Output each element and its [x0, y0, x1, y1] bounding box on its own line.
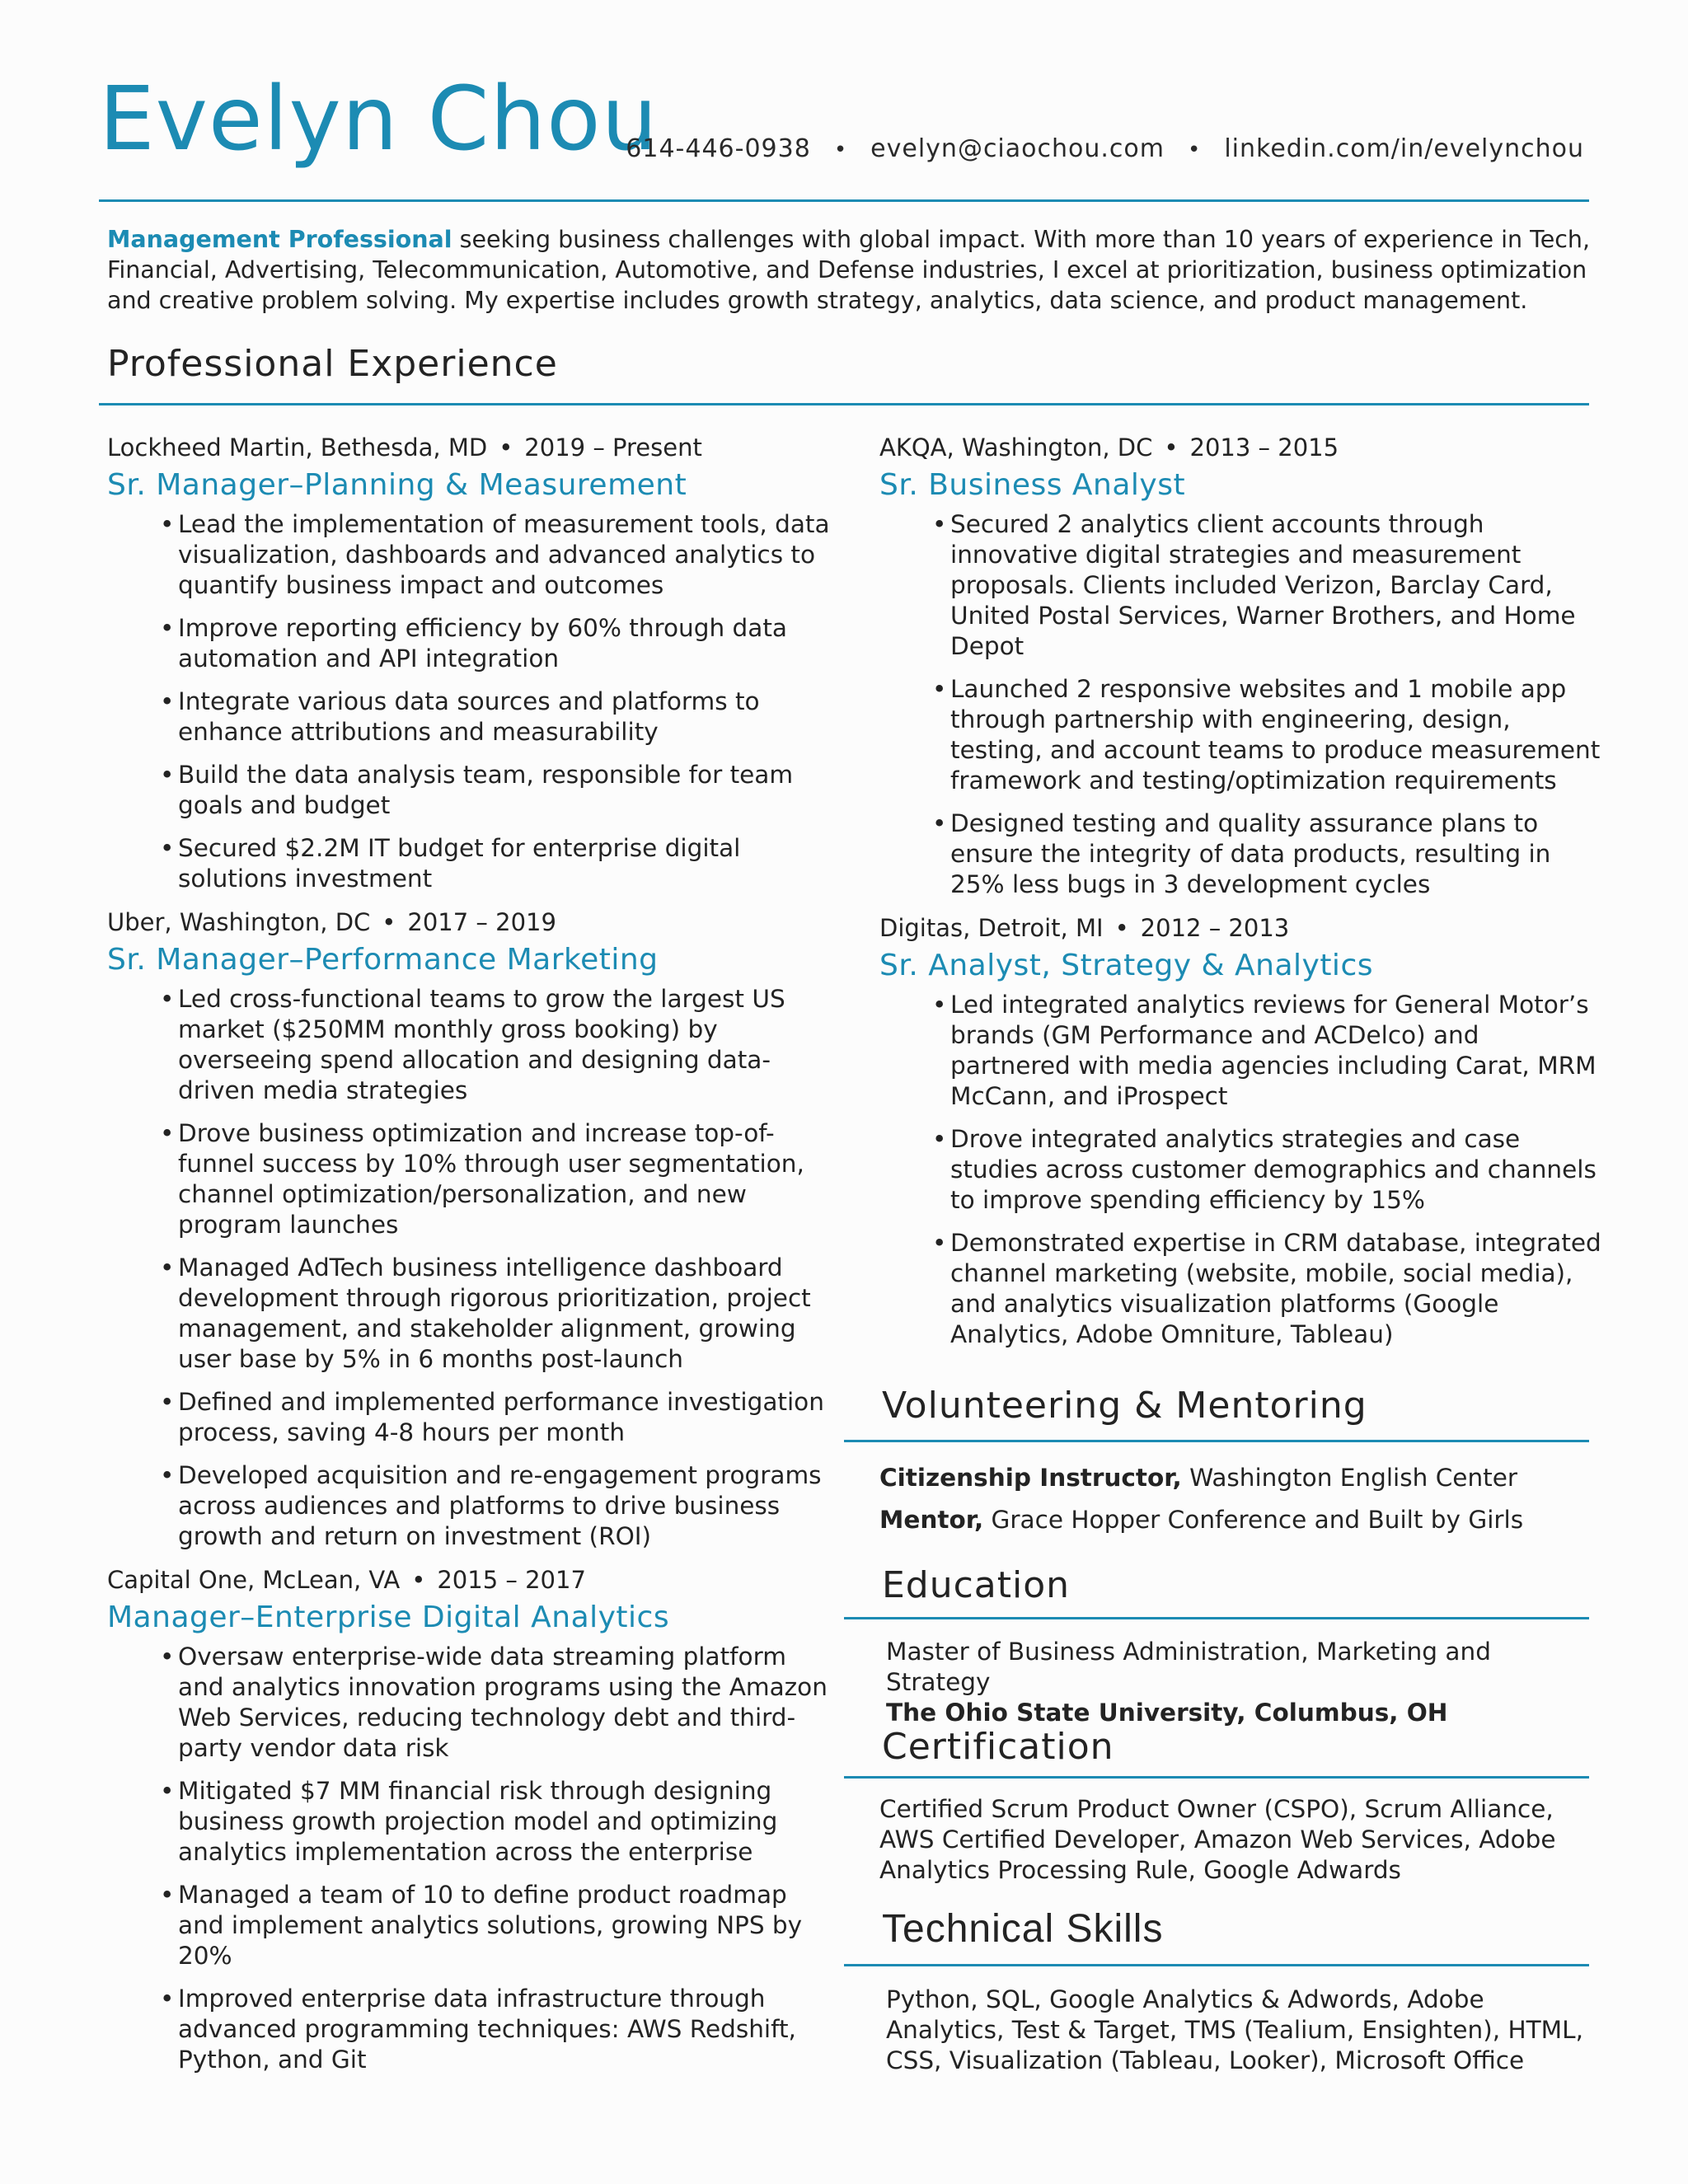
education-divider	[844, 1617, 1589, 1619]
job-bullet: • Designed testing and quality assurance plans to ensure the integrity of data products, resulting in 25% less bugs in 3 development cycles	[879, 808, 1605, 900]
candidate-name: Evelyn Chou	[99, 68, 659, 171]
job-bullet: • Drove business optimization and increase top-of-funnel success by 10% through user segmentation, channel optimization/personalization, and new program launches	[107, 1118, 832, 1240]
job-company-line	[879, 432, 1605, 463]
volunteering-divider	[844, 1440, 1589, 1442]
job-entry	[107, 432, 832, 894]
separator-dot: •	[1114, 914, 1129, 942]
job-bullet: • Improved enterprise data infrastructure through advanced programming techniques: AWS Redshift, Python, and Git	[107, 1984, 832, 2075]
job-bullet: • Improve reporting efficiency by 60% through data automation and API integration	[107, 613, 832, 674]
job-company: Uber, Washington, DC	[107, 908, 371, 936]
job-dates: 2017 – 2019	[407, 908, 556, 936]
job-bullet: • Integrate various data sources and platforms to enhance attributions and measurability	[107, 687, 832, 748]
section-title-education: Education	[882, 1564, 1071, 1606]
job-dates: 2012 – 2013	[1140, 914, 1290, 942]
job-bullet: • Secured $2.2M IT budget for enterprise digital solutions investment	[107, 833, 832, 894]
summary-lead: Management Professional	[107, 226, 452, 253]
job-bullet: • Developed acquisition and re-engagement programs across audiences and platforms to drive business growth and return on investment (ROI)	[107, 1460, 832, 1552]
job-bullet: • Managed AdTech business intelligence dashboard development through rigorous prioritization, project management, and stakeholder alignment, growing user base by 5% in 6 months post-launch	[107, 1253, 832, 1375]
job-bullets	[879, 509, 1605, 900]
job-bullets	[107, 984, 832, 1552]
job-bullet: • Build the data analysis team, responsible for team goals and budget	[107, 760, 832, 821]
separator-dot: •	[833, 138, 848, 162]
job-dates: 2013 – 2015	[1189, 434, 1339, 462]
job-title: Sr. Manager–Planning & Measurement	[107, 468, 687, 502]
section-title-certification: Certification	[882, 1726, 1114, 1768]
job-entry	[879, 432, 1605, 900]
job-company-line	[879, 912, 1605, 944]
summary-text: seeking business challenges with global impact. With more than 10 years of experience in Tech, Financial, Advertising, Telecommunication, Automotive, and Defense industries, I excel at prioritization, business optimization and creative problem solving. My expertise includes growth strategy, analytics, data science, and product management.	[107, 226, 1591, 314]
job-company: AKQA, Washington, DC	[879, 434, 1153, 462]
linkedin-link[interactable]: linkedin.com/in/evelynchou	[1224, 134, 1584, 163]
email-link[interactable]: evelyn@ciaochou.com	[870, 134, 1165, 163]
job-dates: 2015 – 2017	[437, 1566, 586, 1594]
job-company: Capital One, McLean, VA	[107, 1566, 401, 1594]
job-bullet: • Managed a team of 10 to define product roadmap and implement analytics solutions, growing NPS by 20%	[107, 1880, 832, 1971]
job-bullet: • Launched 2 responsive websites and 1 mobile app through partnership with engineering, design, testing, and account teams to produce measurement framework and testing/optimization requirements	[879, 674, 1605, 796]
job-entry	[879, 912, 1605, 1350]
job-bullet: • Demonstrated expertise in CRM database, integrated channel marketing (website, mobile, social media), and analytics visualization platforms (Google Analytics, Adobe Omniture, Tableau)	[879, 1228, 1605, 1350]
skills-divider	[844, 1964, 1589, 1966]
experience-left-column	[107, 432, 832, 2088]
separator-dot: •	[1164, 434, 1179, 462]
section-title-skills: Technical Skills	[882, 1907, 1164, 1951]
job-title: Sr. Business Analyst	[879, 468, 1186, 502]
volunteering-list	[879, 1463, 1588, 1547]
volunteer-item: Mentor, Grace Hopper Conference and Built by Girls	[879, 1506, 1524, 1534]
school: The Ohio State University, Columbus, OH	[886, 1699, 1448, 1727]
job-title: Manager–Enterprise Digital Analytics	[107, 1601, 670, 1634]
job-company: Digitas, Detroit, MI	[879, 914, 1104, 942]
job-bullet: • Mitigated $7 MM financial risk through designing business growth projection model and optimizing analytics implementation across the enterprise	[107, 1776, 832, 1868]
job-bullet: • Defined and implemented performance investigation process, saving 4-8 hours per month	[107, 1387, 832, 1448]
separator-dot: •	[382, 908, 396, 936]
experience-right-column	[879, 432, 1605, 1362]
separator-dot: •	[1188, 138, 1202, 162]
skills-text: Python, SQL, Google Analytics & Adwords, Adobe Analytics, Test & Target, TMS (Tealium, Ensighten), HTML, CSS, Visualization (Tableau, Looker), Microsoft Office	[886, 1985, 1583, 2074]
job-company-line	[107, 432, 832, 463]
job-title: Sr. Analyst, Strategy & Analytics	[879, 949, 1373, 982]
header-divider	[99, 199, 1589, 202]
job-bullet: • Oversaw enterprise-wide data streaming platform and analytics innovation programs using the Amazon Web Services, reducing technology debt and third-party vendor data risk	[107, 1642, 832, 1764]
phone: 614-446-0938	[626, 134, 811, 163]
job-company: Lockheed Martin, Bethesda, MD	[107, 434, 488, 462]
job-bullet: • Secured 2 analytics client accounts through innovative digital strategies and measurement proposals. Clients included Verizon, Barclay Card, United Postal Services, Warner Brothers, and Home Depot	[879, 509, 1605, 662]
education-details	[886, 1637, 1595, 1728]
degree: Master of Business Administration, Marketing and Strategy	[886, 1638, 1491, 1696]
job-bullets	[107, 509, 832, 894]
job-company-line	[107, 907, 832, 938]
separator-dot: •	[411, 1566, 426, 1594]
job-dates: 2019 – Present	[524, 434, 702, 462]
certification-text: Certified Scrum Product Owner (CSPO), Scrum Alliance, AWS Certified Developer, Amazon Web Services, Adobe Analytics Processing Rule, Google Adwards	[879, 1795, 1556, 1884]
job-company-line	[107, 1564, 832, 1596]
job-entry	[107, 1564, 832, 2075]
experience-divider	[99, 403, 1589, 405]
volunteer-item: Citizenship Instructor, Washington English Center	[879, 1464, 1517, 1492]
job-bullet: • Lead the implementation of measurement tools, data visualization, dashboards and advanced analytics to quantify business impact and outcomes	[107, 509, 832, 601]
job-bullets	[879, 990, 1605, 1350]
job-bullet: • Drove integrated analytics strategies and case studies across customer demographics and channels to improve spending efficiency by 15%	[879, 1124, 1605, 1216]
job-bullet: • Led integrated analytics reviews for General Motor’s brands (GM Performance and ACDelco) and partnered with media agencies including Carat, MRM McCann, and iProspect	[879, 990, 1605, 1112]
job-entry	[107, 907, 832, 1552]
certification-divider	[844, 1776, 1589, 1779]
job-bullets	[107, 1642, 832, 2075]
job-bullet: • Led cross-functional teams to grow the largest US market ($250MM monthly gross booking) by overseeing spend allocation and designing data-driven media strategies	[107, 984, 832, 1106]
section-title-experience: Professional Experience	[107, 343, 558, 385]
summary	[107, 224, 1591, 316]
section-title-volunteering: Volunteering & Mentoring	[882, 1385, 1367, 1427]
separator-dot: •	[499, 434, 513, 462]
contact-line	[626, 134, 1584, 163]
job-title: Sr. Manager–Performance Marketing	[107, 943, 659, 977]
